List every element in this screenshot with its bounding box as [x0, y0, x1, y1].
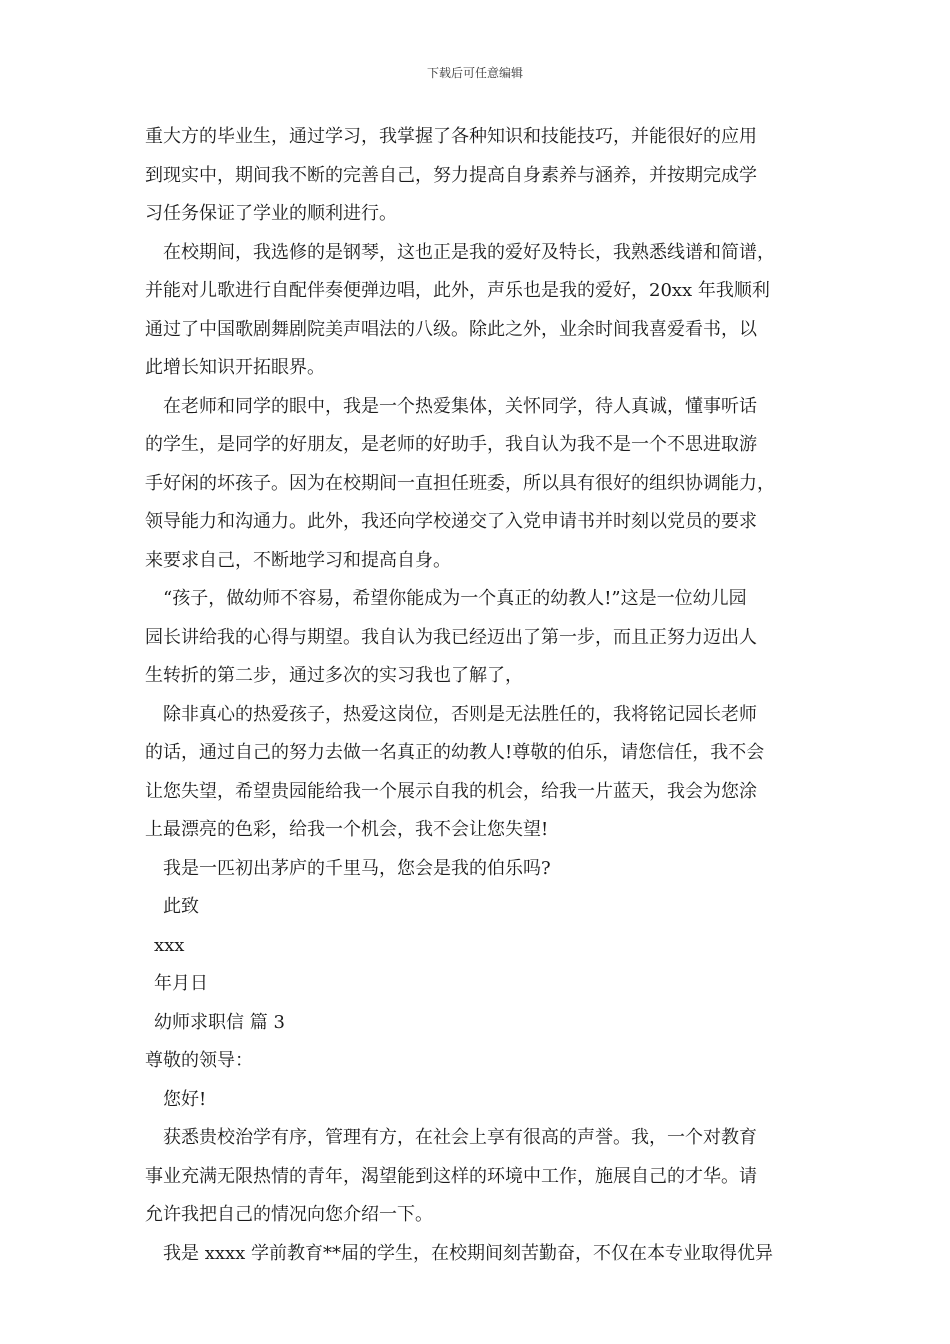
- text-line: 我是 xxxx 学前教育**届的学生，在校期间刻苦勤奋，不仅在本专业取得优异: [163, 1242, 774, 1264]
- text-line: 除非真心的热爱孩子，热爱这岗位，否则是无法胜任的，我将铭记园长老师: [163, 703, 757, 725]
- signature-name: xxx: [154, 934, 185, 956]
- text-line: 上最漂亮的色彩，给我一个机会，我不会让您失望!: [145, 819, 549, 840]
- text-line: 获悉贵校治学有序，管理有方，在社会上享有很高的声誉。我，一个对教育: [163, 1127, 757, 1148]
- text-line: 园长讲给我的心得与期望。我自认为我已经迈出了第一步，而且正努力迈出人: [145, 626, 757, 648]
- text-line: 事业充满无限热情的青年，渴望能到这样的环境中工作，施展自己的才华。请: [145, 1165, 757, 1187]
- text-line: 手好闲的坏孩子。因为在校期间一直担任班委，所以具有很好的组织协调能力，: [145, 472, 775, 494]
- section-title: 幼师求职信 篇 3: [154, 1011, 285, 1033]
- text-line: 来要求自己，不断地学习和提高自身。: [145, 549, 451, 571]
- text-line: 允许我把自己的情况向您介绍一下。: [145, 1204, 433, 1225]
- text-line: 领导能力和沟通力。此外，我还向学校递交了入党申请书并时刻以党员的要求: [145, 511, 757, 532]
- text-line: 此增长知识开拓眼界。: [145, 357, 325, 378]
- text-line: 通过了中国歌剧舞剧院美声唱法的八级。除此之外，业余时间我喜爱看书，以: [145, 318, 757, 340]
- text-line: 的话，通过自己的努力去做一名真正的幼教人!尊敬的伯乐，请您信任，我不会: [145, 742, 765, 763]
- signature-date: 年月日: [154, 973, 208, 994]
- text-line: 在老师和同学的眼中，我是一个热爱集体，关怀同学，待人真诚，懂事听话: [163, 395, 757, 417]
- text-line: 并能对儿歌进行自配伴奏便弹边唱，此外，声乐也是我的爱好，20xx 年我顺利: [145, 280, 770, 301]
- document-body: [145, 118, 810, 1273]
- text-line: “孩子，做幼师不容易，希望你能成为一个真正的幼教人!”这是一位幼儿园: [163, 588, 747, 609]
- text-line: 我是一匹初出茅庐的千里马，您会是我的伯乐吗?: [163, 857, 551, 879]
- text-line: 重大方的毕业生，通过学习，我掌握了各种知识和技能技巧，并能很好的应用: [145, 126, 757, 147]
- greeting: 尊敬的领导：: [145, 1050, 253, 1071]
- salutation-closing: 此致: [163, 896, 199, 917]
- greeting-hello: 您好!: [163, 1088, 207, 1110]
- text-line: 的学生，是同学的好朋友，是老师的好助手，我自认为我不是一个不思进取游: [145, 434, 757, 455]
- text-line: 习任务保证了学业的顺利进行。: [145, 203, 397, 224]
- text-line: 到现实中，期间我不断的完善自己，努力提高自身素养与涵养，并按期完成学: [145, 164, 757, 186]
- text-line: 生转折的第二步，通过多次的实习我也了解了，: [145, 665, 523, 686]
- page-header: 下载后可任意编辑: [426, 66, 523, 80]
- text-line: 让您失望，希望贵园能给我一个展示自我的机会，给我一片蓝天，我会为您涂: [145, 780, 757, 802]
- text-line: 在校期间，我选修的是钢琴，这也正是我的爱好及特长，我熟悉线谱和简谱，: [163, 241, 775, 263]
